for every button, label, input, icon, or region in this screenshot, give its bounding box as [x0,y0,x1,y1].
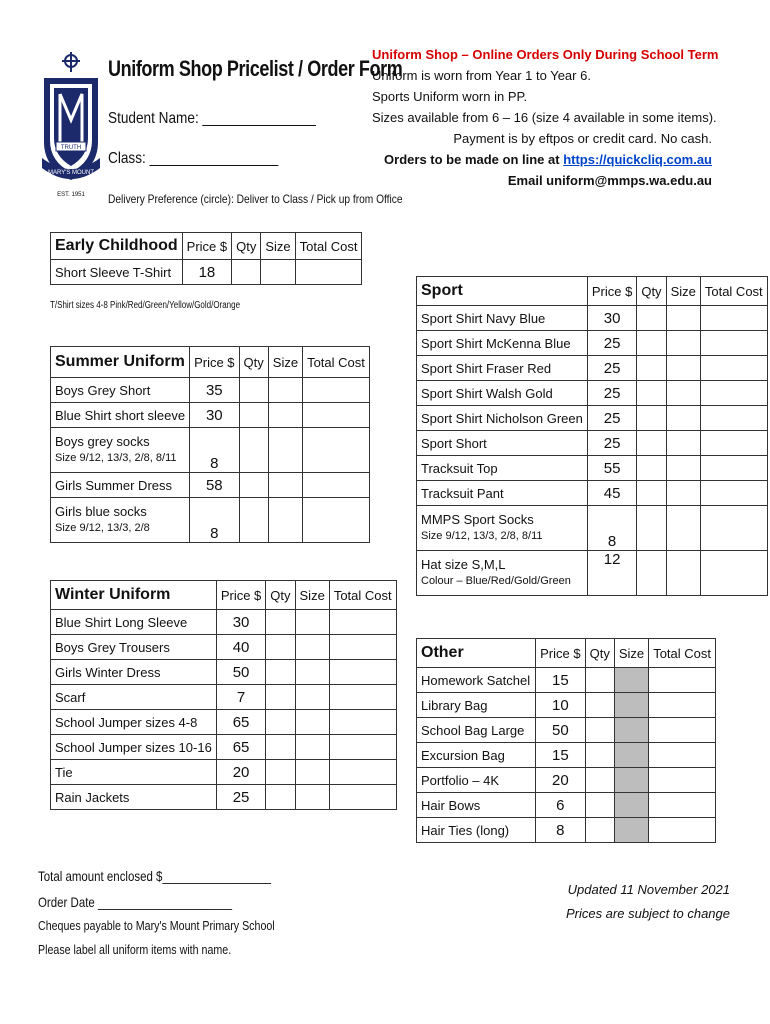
school-crest-logo [40,50,102,200]
size-cell[interactable] [666,551,700,596]
qty-cell[interactable] [266,685,295,710]
table-row: Sport Shirt McKenna Blue 25 [417,331,768,356]
qty-cell[interactable] [266,610,295,635]
student-name-field[interactable]: Student Name: _______________ [108,110,316,127]
total-cell[interactable] [329,710,396,735]
prices-note: Prices are subject to change [565,906,730,921]
total-cell[interactable] [329,660,396,685]
qty-cell[interactable] [637,551,666,596]
qty-cell[interactable] [239,378,268,403]
summer-uniform-table: Summer Uniform Price $ Qty Size Total Cost Boys Grey Short 35 Blue Shirt short sleeve 30 Boys grey socks Size 9/12, 13/3, 2/8, 8/11 8 Girls Summer Dress 58 Girls blue socks Size 9/12, 13/3, 2/8 8 [50,346,370,543]
total-cell[interactable] [700,331,767,356]
info-email[interactable]: Email uniform@mmps.wa.edu.au [507,173,712,188]
svg-text:TRUTH: TRUTH [60,145,82,151]
table-row: Tracksuit Top 55 [417,456,768,481]
qty-cell[interactable] [239,473,268,498]
size-cell[interactable] [666,456,700,481]
tshirt-note: T/Shirt sizes 4-8 Pink/Red/Green/Yellow/Gold/Orange [50,300,241,311]
table-row: Boys Grey Trousers 40 [51,635,397,660]
qty-cell[interactable] [637,431,666,456]
total-cell[interactable] [700,306,767,331]
table-row: Sport Shirt Fraser Red 25 [417,356,768,381]
qty-cell[interactable] [266,760,295,785]
summer-uniform-heading: Summer Uniform [51,347,190,378]
winter-uniform-table: Winter Uniform Price $ Qty Size Total Cost Blue Shirt Long Sleeve 30 Boys Grey Trousers 40 Girls Winter Dress 50 Scarf 7 School Jumper sizes 4-8 65 School Jumper sizes 10-16 65 Tie 20 Rain Jackets 25 [50,580,397,810]
info-line-2: Sports Uniform worn in PP. [372,89,528,104]
size-cell[interactable] [268,473,302,498]
info-line-5: Orders to be made on line at https://quickcliq.com.au [384,152,712,167]
info-line-1: Uniform is worn from Year 1 to Year 6. [372,68,591,83]
table-row: School Bag Large 50 [417,718,716,743]
table-row: Hair Ties (long) 8 [417,818,716,843]
table-row: Blue Shirt Long Sleeve 30 [51,610,397,635]
table-row: School Jumper sizes 4-8 65 [51,710,397,735]
table-row: School Jumper sizes 10-16 65 [51,735,397,760]
qty-cell[interactable] [266,785,295,810]
total-cell[interactable] [700,431,767,456]
total-cell[interactable] [329,760,396,785]
other-table: Other Price $ Qty Size Total Cost Homework Satchel 15 Library Bag 10 School Bag Large 50 Excursion Bag 15 Portfolio – 4K 20 Hair Bows 6 Hair Ties (long) 8 [416,638,716,843]
svg-text:EST. 1951: EST. 1951 [57,192,85,198]
order-date-field[interactable]: Order Date _____________________ [38,894,233,910]
total-cell[interactable] [649,768,716,793]
qty-cell[interactable] [585,818,614,843]
shop-info [372,44,719,191]
winter-uniform-heading: Winter Uniform [51,581,217,610]
total-cell[interactable] [649,743,716,768]
table-row: Sport Shirt Nicholson Green 25 [417,406,768,431]
total-cell[interactable] [329,735,396,760]
early-childhood-table: Early Childhood Price $ Qty Size Total Cost Short Sleeve T-Shirt 18 [50,232,362,285]
info-line-3: Sizes available from 6 – 16 (size 4 available in some items). [372,110,717,125]
size-cell[interactable] [261,260,295,285]
size-cell-disabled [614,818,648,843]
total-cell[interactable] [649,818,716,843]
table-row: Boys Grey Short 35 [51,378,370,403]
other-heading: Other [417,639,536,668]
table-row: Scarf 7 [51,685,397,710]
size-cell[interactable] [295,635,329,660]
qty-cell[interactable] [637,356,666,381]
table-row: Sport Shirt Navy Blue 30 [417,306,768,331]
qty-cell[interactable] [585,743,614,768]
size-cell[interactable] [666,381,700,406]
table-row: Library Bag 10 [417,693,716,718]
total-cell[interactable] [649,668,716,693]
total-cell[interactable] [329,635,396,660]
updated-date: Updated 11 November 2021 [567,882,730,897]
sport-heading: Sport [417,277,588,306]
table-row: Hat size S,M,L Colour – Blue/Red/Gold/Green 12 [417,551,768,596]
total-cell[interactable] [295,260,362,285]
qty-cell[interactable] [585,793,614,818]
table-row: Short Sleeve T-Shirt 18 [51,260,362,285]
size-cell[interactable] [666,356,700,381]
table-row: Sport Short 25 [417,431,768,456]
size-cell[interactable] [666,406,700,431]
qty-cell[interactable] [266,660,295,685]
qty-cell[interactable] [239,428,268,473]
order-link[interactable]: https://quickcliq.com.au [563,152,712,167]
qty-cell[interactable] [585,718,614,743]
total-cell[interactable] [329,685,396,710]
size-cell[interactable] [295,660,329,685]
size-cell-disabled [614,743,648,768]
qty-cell[interactable] [266,635,295,660]
size-cell[interactable] [666,481,700,506]
total-cell[interactable] [649,793,716,818]
total-amount-field[interactable]: Total amount enclosed $_________________ [38,868,271,884]
total-cell[interactable] [303,428,370,473]
table-row: Girls Winter Dress 50 [51,660,397,685]
size-cell[interactable] [268,403,302,428]
sport-table: Sport Price $ Qty Size Total Cost Sport Shirt Navy Blue 30 Sport Shirt McKenna Blue 25 Sport Shirt Fraser Red 25 Sport Shirt Walsh Gold 25 Sport Shirt Nicholson Green 25 Sport Short 25 Tracksuit Top 55 Tracksuit Pant 45 MMPS Sport Socks Size 9/12, 13/3, 2/8, 8/11 8 Hat size S,M,L Colour – Blue/Red/Gold/Green 12 [416,276,768,596]
qty-cell[interactable] [239,498,268,543]
total-cell[interactable] [700,481,767,506]
size-cell[interactable] [666,306,700,331]
size-cell[interactable] [666,331,700,356]
total-cell[interactable] [303,403,370,428]
table-row: Hair Bows 6 [417,793,716,818]
total-cell[interactable] [700,356,767,381]
table-row: Boys grey socks Size 9/12, 13/3, 2/8, 8/11 8 [51,428,370,473]
info-line-4: Payment is by eftpos or credit card. No cash. [453,131,712,146]
qty-cell[interactable] [585,668,614,693]
size-cell[interactable] [295,685,329,710]
size-cell[interactable] [268,428,302,473]
size-cell[interactable] [295,785,329,810]
label-note: Please label all uniform items with name. [38,942,232,957]
size-cell-disabled [614,768,648,793]
total-cell[interactable] [700,381,767,406]
qty-cell[interactable] [266,710,295,735]
qty-cell[interactable] [239,403,268,428]
qty-cell[interactable] [637,381,666,406]
delivery-preference[interactable]: Delivery Preference (circle): Deliver to Class / Pick up from Office [108,192,403,206]
size-cell[interactable] [295,710,329,735]
svg-text:MARY'S MOUNT: MARY'S MOUNT [47,170,95,176]
total-cell[interactable] [329,610,396,635]
qty-cell[interactable] [266,735,295,760]
size-cell[interactable] [268,498,302,543]
qty-cell[interactable] [232,260,261,285]
size-cell[interactable] [295,760,329,785]
table-row: Rain Jackets 25 [51,785,397,810]
table-row: Portfolio – 4K 20 [417,768,716,793]
qty-cell[interactable] [585,768,614,793]
qty-cell[interactable] [637,506,666,551]
qty-cell[interactable] [637,456,666,481]
total-cell[interactable] [700,551,767,596]
total-cell[interactable] [700,406,767,431]
table-row: Tie 20 [51,760,397,785]
total-cell[interactable] [329,785,396,810]
size-cell-disabled [614,793,648,818]
size-cell-disabled [614,668,648,693]
table-row: Girls Summer Dress 58 [51,473,370,498]
size-cell[interactable] [268,378,302,403]
page-title: Uniform Shop Pricelist / Order Form [108,56,403,81]
qty-cell[interactable] [637,481,666,506]
size-cell[interactable] [666,431,700,456]
info-headline: Uniform Shop – Online Orders Only During School Term [372,47,719,62]
size-cell-disabled [614,718,648,743]
qty-cell[interactable] [637,331,666,356]
size-cell[interactable] [666,506,700,551]
size-cell[interactable] [295,610,329,635]
total-cell[interactable] [649,718,716,743]
class-field[interactable]: Class: _________________ [108,150,279,167]
table-row: Excursion Bag 15 [417,743,716,768]
total-cell[interactable] [303,498,370,543]
cheques-note: Cheques payable to Mary's Mount Primary School [38,918,275,933]
size-cell-disabled [614,693,648,718]
table-row: Tracksuit Pant 45 [417,481,768,506]
table-row: Girls blue socks Size 9/12, 13/3, 2/8 8 [51,498,370,543]
table-row: Blue Shirt short sleeve 30 [51,403,370,428]
qty-cell[interactable] [637,306,666,331]
total-cell[interactable] [700,456,767,481]
early-childhood-heading: Early Childhood [51,233,183,260]
qty-cell[interactable] [637,406,666,431]
total-cell[interactable] [649,693,716,718]
table-row: MMPS Sport Socks Size 9/12, 13/3, 2/8, 8/11 8 [417,506,768,551]
size-cell[interactable] [295,735,329,760]
total-cell[interactable] [303,378,370,403]
table-row: Homework Satchel 15 [417,668,716,693]
total-cell[interactable] [303,473,370,498]
table-row: Sport Shirt Walsh Gold 25 [417,381,768,406]
qty-cell[interactable] [585,693,614,718]
total-cell[interactable] [700,506,767,551]
